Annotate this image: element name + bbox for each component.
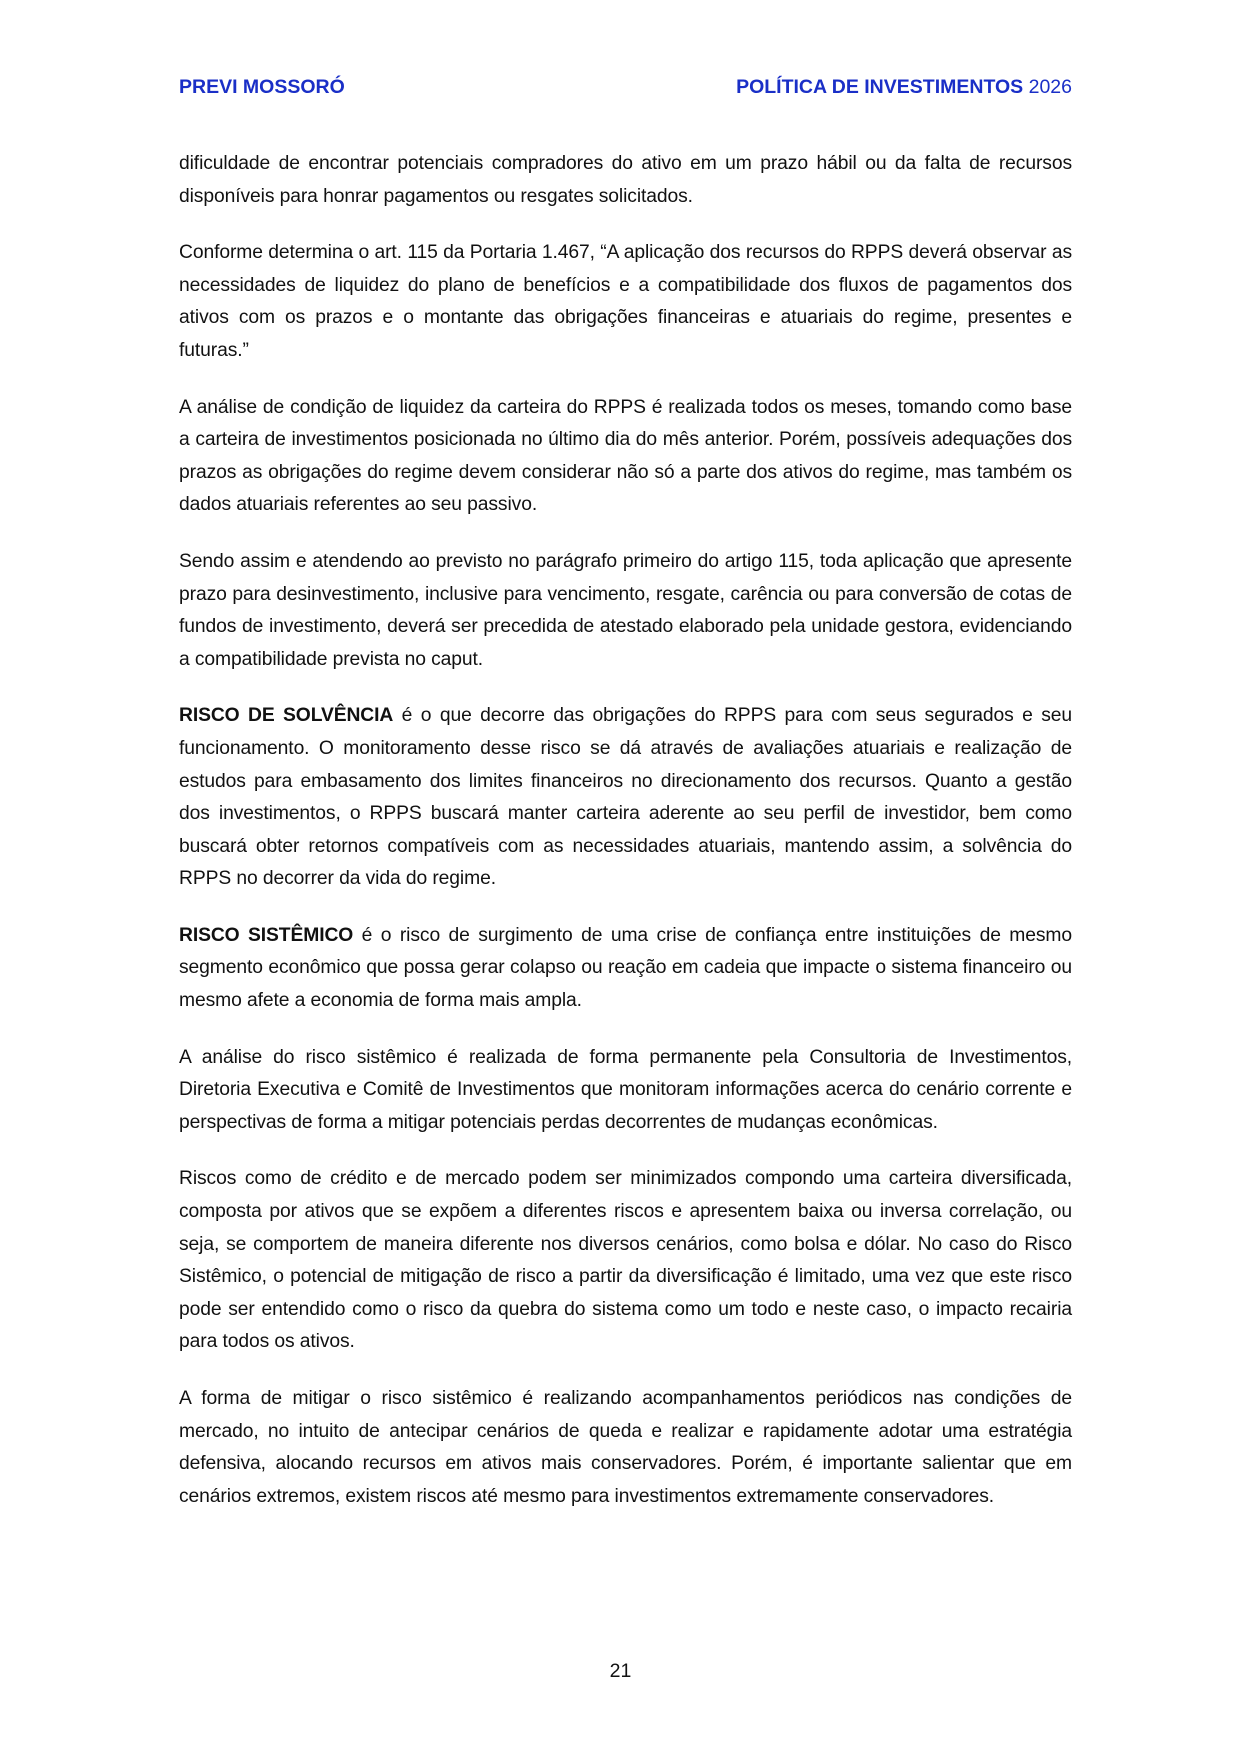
paragraph-first-paragraph-art-115: Sendo assim e atendendo ao previsto no parágrafo primeiro do artigo 115, toda aplicação que apresente prazo para desinvestimento, inclusive para vencimento, resgate, carência ou para conversão de cotas de fundos de investimento, deverá ser precedida de atestado elaborado pela unidade gestora, evidenciando a compatibilidade prevista no caput. [179,550,1072,670]
paragraph-diversification: Riscos como de crédito e de mercado podem ser minimizados compondo uma carteira diversificada, composta por ativos que se expõem a diferentes riscos e apresentem baixa ou inversa correlação, ou seja, se comportem de maneira diferente nos diversos cenários, como bolsa e dólar. No caso do Risco Sistêmico, o potencial de mitigação de risco a partir da diversificação é limitado, uma vez que este risco pode ser entendido como o risco da quebra do sistema como um todo e neste caso, o impacto recairia para todos os ativos. [179,1168,1072,1353]
paragraph-systemic-risk [179,920,1072,1018]
paragraph-mitigation: A forma de mitigar o risco sistêmico é realizando acompanhamentos periódicos nas condições de mercado, no intuito de antecipar cenários de queda e realizar e rapidamente adotar uma estratégia defensiva, alocando recursos em ativos mais conservadores. Porém, é importante salientar que em cenários extremos, existem riscos até mesmo para investimentos extremamente conservadores. [179,1388,1072,1507]
document-body [179,148,1072,1537]
header-year: 2026 [1028,76,1072,98]
term-solvency-risk: RISCO DE SOLVÊNCIA [179,705,394,727]
page-number: 21 [609,1660,632,1682]
header-document-title [736,76,1072,99]
page-header [179,76,1072,106]
solvency-risk-text: é o que decorre das obrigações do RPPS para com seus segurados e seu funcionamento. O monitoramento desse risco se dá através de avaliações atuariais e realização de estudos para embasamento dos limites financeiros no direcionamento dos recursos. Quanto a gestão dos investimentos, o RPPS buscará manter carteira aderente ao seu perfil de investidor, bem como buscará obter retornos compatíveis com as necessidades atuariais, mantendo assim, a solvência do RPPS no decorrer da vida do regime. [179,705,1072,890]
systemic-risk-text: é o risco de surgimento de uma crise de confiança entre instituições de mesmo segmento econômico que possa gerar colapso ou reação em cadeia que impacte o sistema financeiro ou mesmo afete a economia de forma mais ampla. [179,924,1072,1012]
paragraph-liquidity-analysis: A análise de condição de liquidez da carteira do RPPS é realizada todos os meses, tomando como base a carteira de investimentos posicionada no último dia do mês anterior. Porém, possíveis adequações dos prazos as obrigações do regime devem considerar não só a parte dos ativos do regime, mas também os dados atuariais referentes ao seu passivo. [179,396,1072,516]
paragraph-art-115: Conforme determina o art. 115 da Portaria 1.467, “A aplicação dos recursos do RPPS deverá observar as necessidades de liquidez do plano de benefícios e a compatibilidade dos fluxos de pagamentos dos ativos com os prazos e o montante das obrigações financeiras e atuariais do regime, presentes e futuras.” [179,242,1072,361]
paragraph-liquidity-continued: dificuldade de encontrar potenciais compradores do ativo em um prazo hábil ou da falta de recursos disponíveis para honrar pagamentos ou resgates solicitados. [179,153,1072,207]
paragraph-solvency-risk [179,700,1072,896]
term-systemic-risk: RISCO SISTÊMICO [179,924,354,946]
paragraph-systemic-risk-analysis: A análise do risco sistêmico é realizada de forma permanente pela Consultoria de Investimentos, Diretoria Executiva e Comitê de Investimentos que monitoram informações acerca do cenário corrente e perspectivas de forma a mitigar potenciais perdas decorrentes de mudanças econômicas. [179,1046,1072,1133]
header-title-text: POLÍTICA DE INVESTIMENTOS [736,76,1024,98]
header-org-name: PREVI MOSSORÓ [179,76,345,98]
